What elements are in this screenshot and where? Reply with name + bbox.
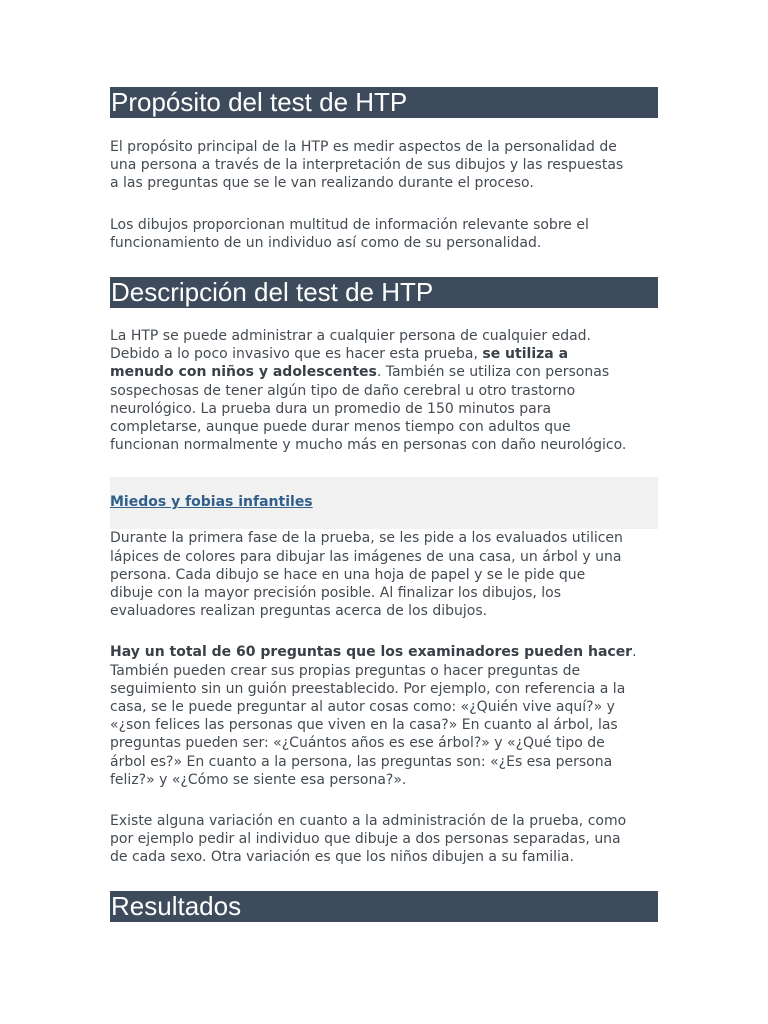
text-line: árbol es?» En cuanto a la persona, las preguntas son: «¿Es esa persona [110,753,613,770]
text-line: a las preguntas que se le van realizando durante el proceso. [110,175,534,192]
text-line: persona. Cada dibujo se hace en una hoja de papel y se le pide que [110,566,586,583]
related-article-box [110,477,658,529]
text-line: sospechosas de tener algún tipo de daño cerebral u otro trastorno [110,382,576,399]
text-line: También pueden crear sus propias preguntas o hacer preguntas de [110,662,581,679]
text-line: casa, se le puede preguntar al autor cosas como: «¿Quién vive aquí?» y [110,699,615,716]
text-line: funcionan normalmente y mucho más en personas con daño neurológico. [110,437,627,454]
text-line: Durante la primera fase de la prueba, se les pide a los evaluados utilicen [110,530,623,547]
text-line: feliz?» y «¿Cómo se siente esa persona?». [110,771,407,788]
related-article-link[interactable]: Miedos y fobias infantiles [110,494,313,511]
text-fragment: . [632,644,637,661]
section-heading-resultados: Resultados [110,891,658,922]
text-line: una persona a través de la interpretación de sus dibujos y las respuestas [110,157,624,174]
text-line: «¿son felices las personas que viven en la casa?» En cuanto al árbol, las [110,717,618,734]
paragraph-descripcion-1 [110,327,658,454]
text-line: Los dibujos proporcionan multitud de información relevante sobre el [110,216,589,233]
paragraph-proposito-1 [110,138,658,193]
text-line: por ejemplo pedir al individuo que dibuje a dos personas separadas, una [110,831,621,848]
section-heading-proposito: Propósito del test de HTP [110,87,658,118]
bold-text: Hay un total de 60 preguntas que los examinadores pueden hacer [110,644,633,661]
paragraph-descripcion-4 [110,812,658,867]
bold-text: menudo con niños y adolescentes [110,364,377,381]
section-heading-descripcion: Descripción del test de HTP [110,277,658,308]
text-line: seguimiento sin un guión preestablecido. Por ejemplo, con referencia a la [110,680,626,697]
text-line: El propósito principal de la HTP es medir aspectos de la personalidad de [110,139,617,155]
text-line: preguntas pueden ser: «¿Cuántos años es ese árbol?» y «¿Qué tipo de [110,735,605,752]
paragraph-descripcion-3 [110,643,658,789]
paragraph-proposito-2 [110,216,658,252]
bold-text: se utiliza a [482,346,569,363]
article-body [110,87,658,922]
text-line: La HTP se puede administrar a cualquier persona de cualquier edad. [110,328,591,345]
text-fragment: . También se utiliza con personas [376,364,610,381]
text-line: funcionamiento de un individuo así como de su personalidad. [110,234,542,251]
text-line: neurológico. La prueba dura un promedio de 150 minutos para [110,400,552,417]
text-line: Existe alguna variación en cuanto a la administración de la prueba, como [110,813,627,830]
text-line: lápices de colores para dibujar las imágenes de una casa, un árbol y una [110,548,622,565]
text-line: dibuje con la mayor precisión posible. Al finalizar los dibujos, los [110,585,562,602]
text-line: de cada sexo. Otra variación es que los niños dibujen a su familia. [110,849,574,866]
text-line: evaluadores realizan preguntas acerca de los dibujos. [110,603,488,620]
text-line: completarse, aunque puede durar menos tiempo con adultos que [110,419,571,436]
text-fragment: Debido a lo poco invasivo que es hacer esta prueba, [110,346,483,363]
paragraph-descripcion-2 [110,529,658,620]
